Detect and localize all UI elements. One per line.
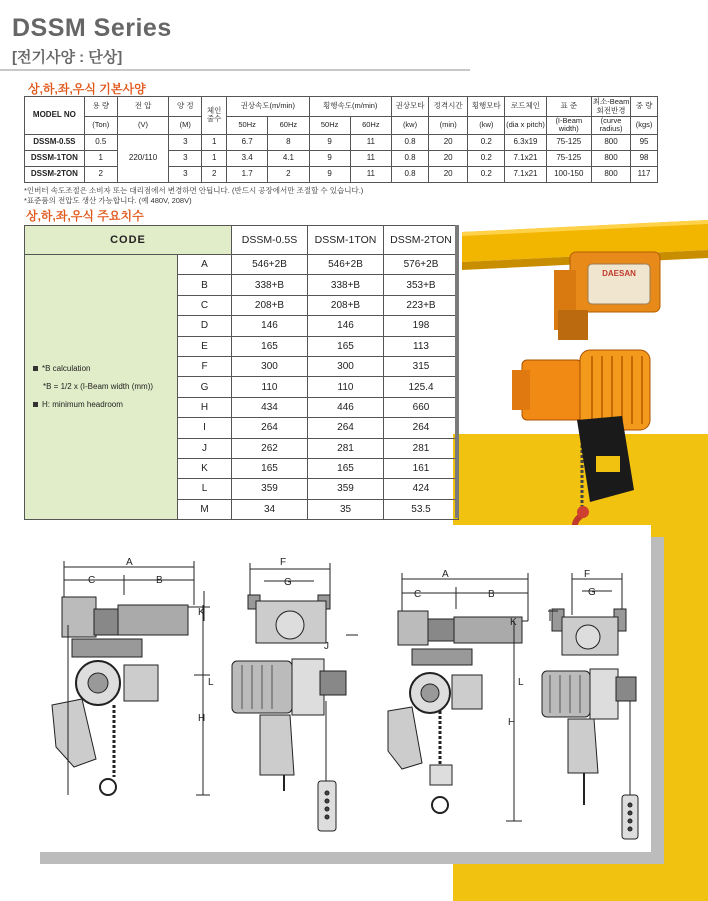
code-cell: J xyxy=(178,438,232,458)
th-chain-falls: 체인 줄수 xyxy=(202,97,227,135)
table-cell: 7.1x21 xyxy=(505,166,546,182)
spec-notes xyxy=(24,186,363,206)
table-cell: 1 xyxy=(202,150,227,166)
th-travel-motor: 횡행모타 xyxy=(468,97,505,117)
note-line: *인버터 속도조절은 소비자 또는 대리점에서 변경하면 안됩니다. (반드시 공장에서만 조절할 수 있습니다.) xyxy=(24,186,364,195)
table-cell: 338+B xyxy=(232,275,308,295)
table-cell: 4.1 xyxy=(268,150,309,166)
table-cell: 165 xyxy=(308,336,384,356)
table-cell: 165 xyxy=(308,458,384,478)
th-rating-unit: (min) xyxy=(429,117,468,135)
table-cell: 300 xyxy=(232,356,308,376)
series-title: DSSM Series xyxy=(12,14,172,42)
table-cell: 9 xyxy=(309,134,350,150)
dim-label-c: C xyxy=(88,575,96,586)
legend-line: H: minimum headroom xyxy=(42,400,123,410)
code-cell: M xyxy=(178,499,232,519)
table-cell: 800 xyxy=(591,134,630,150)
th-capacity-unit: (Ton) xyxy=(84,117,117,135)
table-cell: 7.1x21 xyxy=(505,150,546,166)
th-travel-speed: 횡행속도(m/min) xyxy=(309,97,391,117)
table-cell: 353+B xyxy=(384,275,459,295)
table-cell: 208+B xyxy=(232,295,308,315)
table-cell: 198 xyxy=(384,316,459,336)
table-cell: 424 xyxy=(384,479,459,499)
dimension-legend xyxy=(25,255,178,520)
table-cell: 800 xyxy=(591,166,630,182)
table-cell: 9 xyxy=(309,166,350,182)
model-cell: DSSM-1TON xyxy=(25,150,85,166)
th-lift-60hz: 60Hz xyxy=(268,117,309,135)
dim-label-l-2: L xyxy=(518,677,524,688)
dim-label-h-2: H xyxy=(508,717,516,728)
th-voltage: 전 압 xyxy=(117,97,169,117)
model-header: DSSM-1TON xyxy=(308,226,384,255)
code-cell: I xyxy=(178,418,232,438)
th-rating: 정격시간 xyxy=(429,97,468,117)
dim-label-b-2: B xyxy=(488,589,495,600)
table-cell: 53.5 xyxy=(384,499,459,519)
code-cell: A xyxy=(178,255,232,275)
model-cell: DSSM-0.5S xyxy=(25,134,85,150)
note-line: *표준품의 전압도 생산 가능합니다. (예 480V, 208V) xyxy=(24,196,192,205)
spec-table xyxy=(24,96,658,183)
dim-label-l: L xyxy=(208,677,214,688)
table-cell: 281 xyxy=(384,438,459,458)
table-cell: 165 xyxy=(232,336,308,356)
dim-section-title: 상,하,좌,우식 주요치수 xyxy=(26,209,144,223)
th-standard: 표 준 xyxy=(546,97,591,117)
table-cell: 315 xyxy=(384,356,459,376)
table-cell: 446 xyxy=(308,397,384,417)
th-travel-50hz: 50Hz xyxy=(309,117,350,135)
code-cell: G xyxy=(178,377,232,397)
th-travel-motor-unit: (kw) xyxy=(468,117,505,135)
th-lift: 양 정 xyxy=(169,97,202,117)
code-cell: E xyxy=(178,336,232,356)
table-cell: 11 xyxy=(350,166,391,182)
table-cell: 2 xyxy=(202,166,227,182)
code-cell: L xyxy=(178,479,232,499)
model-cell: DSSM-2TON xyxy=(25,166,85,182)
dimension-table-wrap xyxy=(24,225,458,518)
header-divider xyxy=(0,69,470,71)
dim-label-g-2: G xyxy=(588,587,596,598)
table-cell: 2 xyxy=(84,166,117,182)
table-shadow xyxy=(455,225,459,518)
table-cell: 110 xyxy=(232,377,308,397)
table-cell: 146 xyxy=(308,316,384,336)
dim-label-k: K xyxy=(198,607,205,618)
table-cell: 281 xyxy=(308,438,384,458)
table-cell: 6.3x19 xyxy=(505,134,546,150)
table-cell: 117 xyxy=(631,166,658,182)
model-header: DSSM-2TON xyxy=(384,226,459,255)
table-cell: 20 xyxy=(429,150,468,166)
table-cell: 264 xyxy=(384,418,459,438)
table-cell: 262 xyxy=(232,438,308,458)
table-cell: 6.7 xyxy=(227,134,268,150)
code-cell: K xyxy=(178,458,232,478)
bullet-square-icon xyxy=(33,366,38,371)
th-capacity: 용 량 xyxy=(84,97,117,117)
table-cell: 546+2B xyxy=(232,255,308,275)
hoist-photo xyxy=(462,210,708,555)
table-cell: 165 xyxy=(232,458,308,478)
table-row xyxy=(25,134,658,150)
th-weight-unit: (kgs) xyxy=(631,117,658,135)
table-cell: 0.5 xyxy=(84,134,117,150)
code-header: CODE xyxy=(25,226,232,255)
bullet-square-icon xyxy=(33,402,38,407)
table-row xyxy=(25,255,459,275)
dim-label-c-2: C xyxy=(414,589,422,600)
table-cell: 264 xyxy=(232,418,308,438)
legend-line: *B calculation xyxy=(42,364,91,374)
technical-drawing-panel xyxy=(28,525,651,852)
dim-label-h: H xyxy=(198,713,206,724)
dim-label-k-2: K xyxy=(510,617,517,628)
th-weight: 중 량 xyxy=(631,97,658,117)
th-min-beam: 최소-Beam 회전반경 xyxy=(592,97,630,115)
table-cell: 75-125 xyxy=(546,134,591,150)
table-cell: 100-150 xyxy=(546,166,591,182)
technical-drawing xyxy=(28,525,651,852)
table-cell: 359 xyxy=(308,479,384,499)
dim-label-f: F xyxy=(280,557,287,568)
th-voltage-unit: (V) xyxy=(117,117,169,135)
th-lift-speed: 권상속도(m/min) xyxy=(227,97,309,117)
dim-label-f-2: F xyxy=(584,569,591,580)
table-cell: 300 xyxy=(308,356,384,376)
th-lift-unit: (M) xyxy=(169,117,202,135)
dim-label-j: J xyxy=(324,641,329,652)
table-cell: 125.4 xyxy=(384,377,459,397)
model-header: DSSM-0.5S xyxy=(232,226,308,255)
table-cell: 0.2 xyxy=(468,166,505,182)
table-cell: 223+B xyxy=(384,295,459,315)
table-cell: 1 xyxy=(202,134,227,150)
table-cell: 0.2 xyxy=(468,134,505,150)
table-cell: 113 xyxy=(384,336,459,356)
table-cell: 9 xyxy=(309,150,350,166)
table-cell: 11 xyxy=(350,134,391,150)
table-cell: 359 xyxy=(232,479,308,499)
table-cell: 20 xyxy=(429,134,468,150)
dim-label-a: A xyxy=(126,557,133,568)
table-cell: 146 xyxy=(232,316,308,336)
table-cell: 1.7 xyxy=(227,166,268,182)
table-cell: 3 xyxy=(169,166,202,182)
code-cell: B xyxy=(178,275,232,295)
table-cell: 1 xyxy=(84,150,117,166)
th-lift-motor-unit: (kw) xyxy=(391,117,428,135)
table-cell: 0.8 xyxy=(391,150,428,166)
table-cell: 20 xyxy=(429,166,468,182)
dim-label-b: B xyxy=(156,575,163,586)
code-cell: D xyxy=(178,316,232,336)
table-cell: 110 xyxy=(308,377,384,397)
table-cell: 3 xyxy=(169,134,202,150)
th-load-chain-unit: (dia x pitch) xyxy=(505,117,546,135)
code-cell: C xyxy=(178,295,232,315)
table-cell: 800 xyxy=(591,150,630,166)
table-cell: 338+B xyxy=(308,275,384,295)
th-standard-unit: (I-Beam width) xyxy=(546,117,591,135)
spec-section-title: 상,하,좌,우식 기본사양 xyxy=(28,82,146,96)
table-cell: 95 xyxy=(631,134,658,150)
th-load-chain: 로드체인 xyxy=(505,97,546,117)
table-cell: 3 xyxy=(169,150,202,166)
table-cell: 3.4 xyxy=(227,150,268,166)
table-cell: 208+B xyxy=(308,295,384,315)
table-cell: 98 xyxy=(631,150,658,166)
th-model-no: MODEL NO xyxy=(25,97,85,135)
dimension-table xyxy=(24,225,459,520)
table-cell: 660 xyxy=(384,397,459,417)
code-cell: H xyxy=(178,397,232,417)
table-cell: 34 xyxy=(232,499,308,519)
table-cell: 35 xyxy=(308,499,384,519)
table-cell: 0.8 xyxy=(391,134,428,150)
table-cell: 264 xyxy=(308,418,384,438)
table-cell: 2 xyxy=(268,166,309,182)
dim-label-a-2: A xyxy=(442,569,449,580)
table-cell: 0.8 xyxy=(391,166,428,182)
table-cell: 546+2B xyxy=(308,255,384,275)
table-cell: 576+2B xyxy=(384,255,459,275)
th-lift-motor: 권상모타 xyxy=(391,97,428,117)
series-subtitle: [전기사양 : 단상] xyxy=(12,49,123,66)
th-min-beam-unit: (curve radius) xyxy=(591,117,630,135)
table-cell: 434 xyxy=(232,397,308,417)
table-cell: 161 xyxy=(384,458,459,478)
table-cell: 8 xyxy=(268,134,309,150)
dim-label-g: G xyxy=(284,577,292,588)
table-cell: 75-125 xyxy=(546,150,591,166)
th-travel-60hz: 60Hz xyxy=(350,117,391,135)
table-cell: 11 xyxy=(350,150,391,166)
th-lift-50hz: 50Hz xyxy=(227,117,268,135)
brand-plate-text: DAESAN xyxy=(602,269,636,278)
voltage-cell: 220/110 xyxy=(117,134,169,182)
code-cell: F xyxy=(178,356,232,376)
table-cell: 0.2 xyxy=(468,150,505,166)
legend-line: *B = 1/2 x (I-Beam width (mm)) xyxy=(43,382,154,392)
